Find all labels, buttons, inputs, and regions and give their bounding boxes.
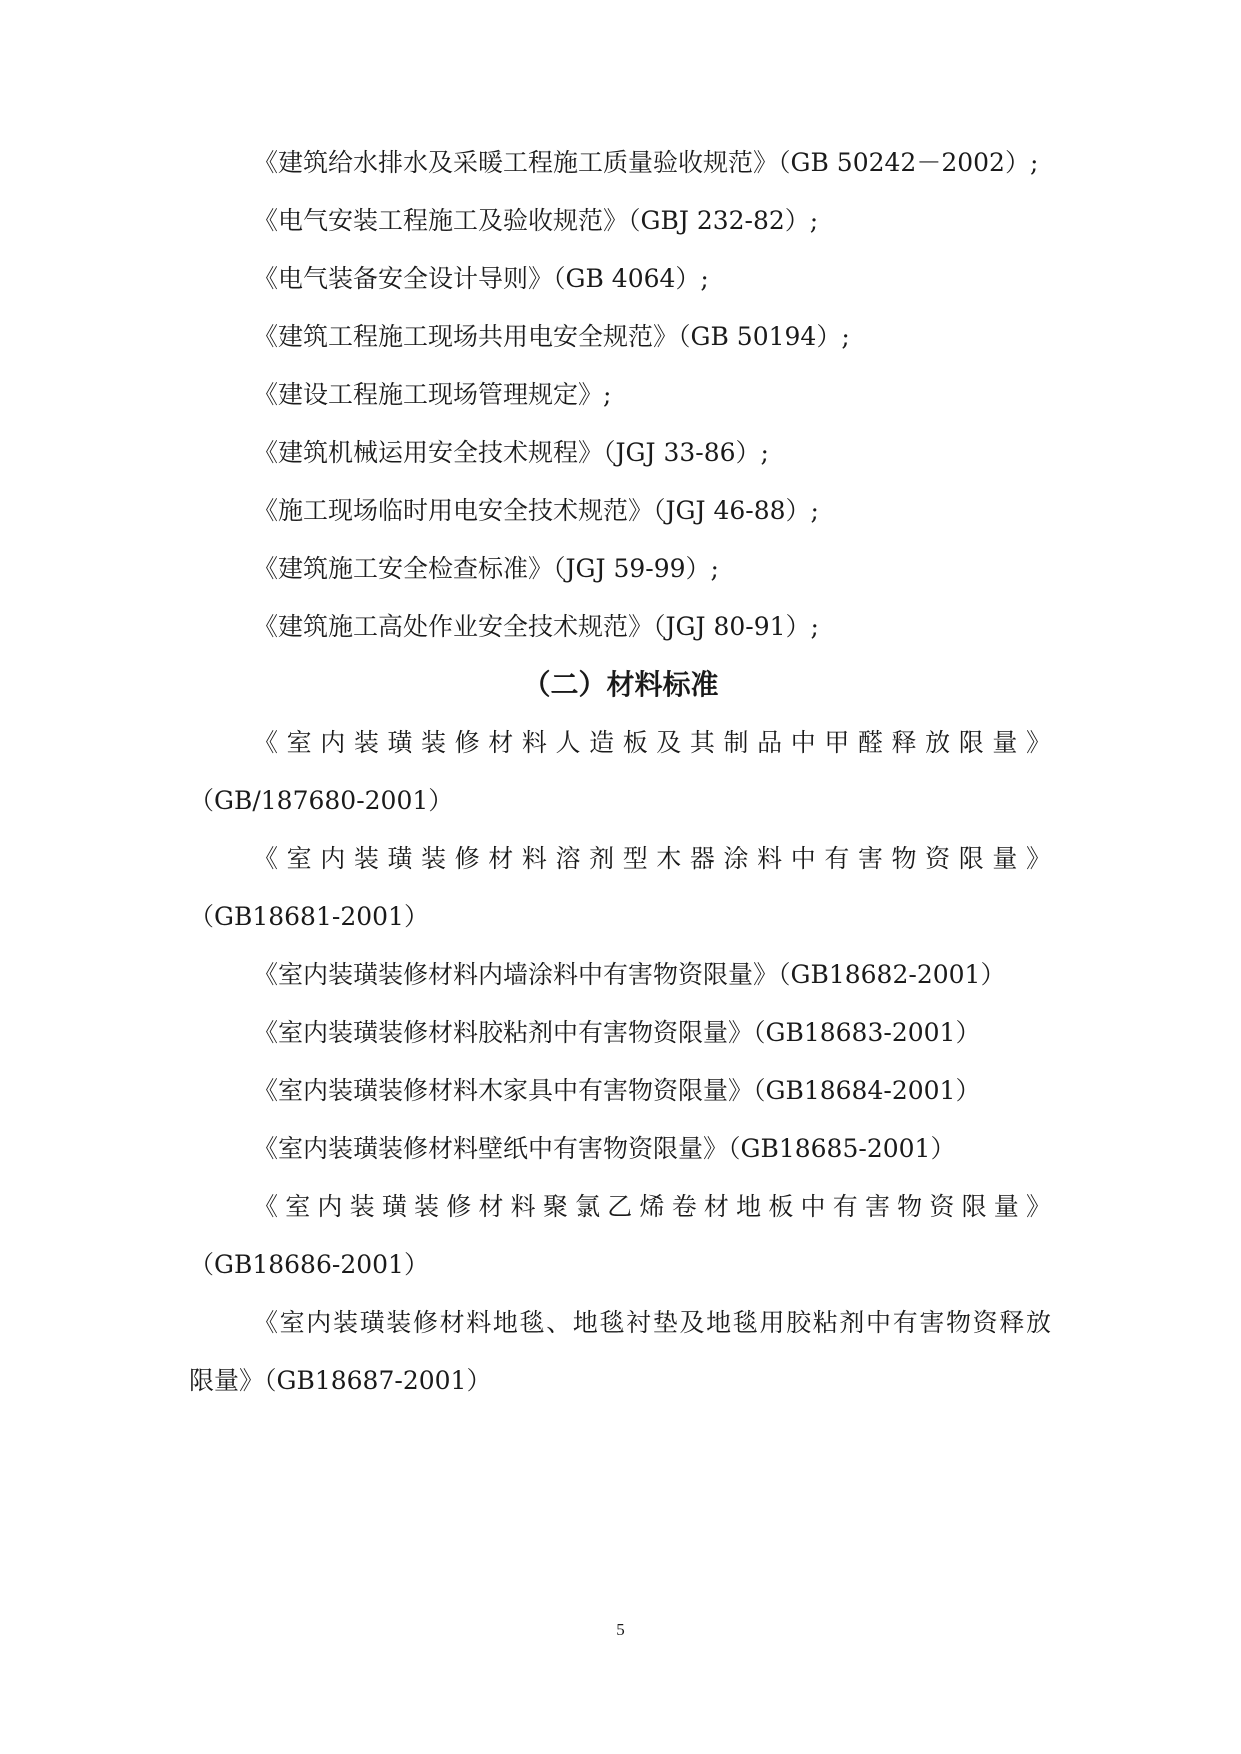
- material-standard-line: 《室内装璜装修材料内墙涂料中有害物资限量》（GB18682-2001）: [253, 960, 1006, 989]
- standard-item: 《建筑施工高处作业安全技术规范》（JGJ 80-91）;: [253, 612, 819, 641]
- standard-item: 《建筑机械运用安全技术规程》（JGJ 33-86）;: [253, 438, 769, 467]
- material-standard-line: 《室内装璜装修材料壁纸中有害物资限量》（GB18685-2001）: [253, 1134, 956, 1163]
- standard-item: 《建筑施工安全检查标准》（JGJ 59-99）;: [253, 554, 719, 583]
- standard-item: 《电气安装工程施工及验收规范》（GBJ 232-82）;: [253, 206, 819, 235]
- page-number: 5: [616, 1620, 625, 1639]
- material-standard-line: 《室内装璜装修材料聚氯乙烯卷材地板中有害物资限量》: [253, 1192, 1051, 1221]
- standard-item: 《建设工程施工现场管理规定》;: [253, 380, 612, 409]
- material-standard-line: （GB/187680-2001）: [189, 786, 454, 815]
- standard-item: 《施工现场临时用电安全技术规范》（JGJ 46-88）;: [253, 496, 819, 525]
- standard-item: 《建筑工程施工现场共用电安全规范》（GB 50194）;: [253, 322, 850, 351]
- standard-item: 《电气装备安全设计导则》（GB 4064）;: [253, 264, 709, 293]
- material-standard-line: 《室内装璜装修材料地毯、地毯衬垫及地毯用胶粘剂中有害物资释放: [253, 1308, 1051, 1337]
- material-standard-line: 《室内装璜装修材料人造板及其制品中甲醛释放限量》: [253, 728, 1051, 757]
- material-standard-line: 限量》（GB18687-2001）: [189, 1366, 492, 1395]
- material-standard-line: 《室内装璜装修材料溶剂型木器涂料中有害物资限量》: [253, 844, 1051, 873]
- material-standard-line: 《室内装璜装修材料胶粘剂中有害物资限量》（GB18683-2001）: [253, 1018, 981, 1047]
- material-standard-line: （GB18681-2001）: [189, 902, 429, 931]
- standard-item: 《建筑给水排水及采暖工程施工质量验收规范》（GB 50242－2002）;: [253, 148, 1039, 177]
- material-standard-line: 《室内装璜装修材料木家具中有害物资限量》（GB18684-2001）: [253, 1076, 981, 1105]
- material-standard-line: （GB18686-2001）: [189, 1250, 429, 1279]
- section-heading: （二）材料标准: [522, 668, 719, 701]
